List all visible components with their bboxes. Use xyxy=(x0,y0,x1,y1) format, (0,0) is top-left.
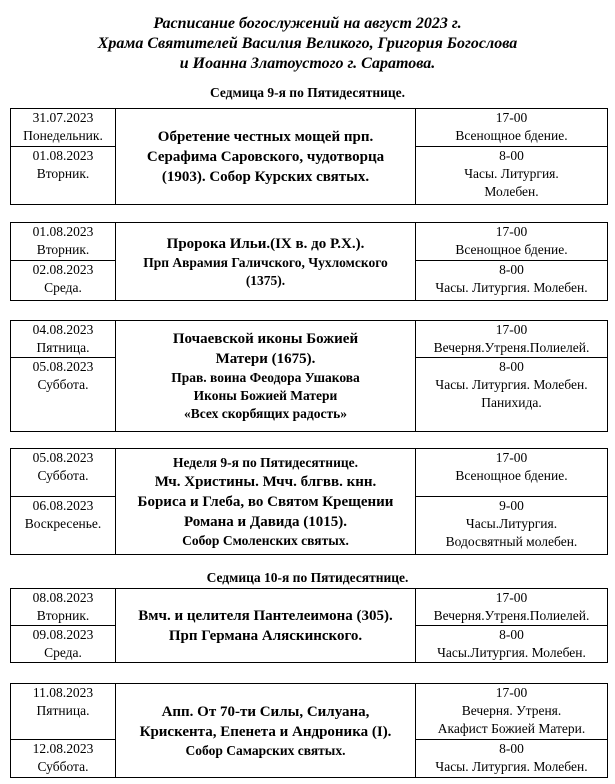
weekday: Пятница. xyxy=(36,703,90,718)
weekday: Суббота. xyxy=(37,377,89,392)
feast-line: Романа и Давида (1015). xyxy=(183,513,348,530)
schedule-table-5 xyxy=(10,588,608,663)
feast-line: Собор Смоленских святых. xyxy=(182,532,349,548)
service-name: Акафист Божией Матери. xyxy=(437,721,586,736)
service-cell xyxy=(416,684,608,740)
feast-line: Обретение честных мощей прп. xyxy=(157,128,374,145)
service-time: 8-00 xyxy=(499,262,524,277)
feast-line: Собор Самарских святых. xyxy=(185,742,346,758)
date: 31.07.2023 xyxy=(32,110,94,125)
service-time: 17-00 xyxy=(495,110,528,125)
feast-line: Апп. От 70-ти Силы, Силуана, xyxy=(161,703,370,720)
service-cell xyxy=(416,358,608,432)
date: 12.08.2023 xyxy=(32,741,94,756)
date: 02.08.2023 xyxy=(32,262,94,277)
date: 01.08.2023 xyxy=(32,224,94,239)
service-name: Часы.Литургия. Молебен. xyxy=(437,645,586,660)
service-cell xyxy=(416,223,608,261)
weekday: Вторник. xyxy=(36,242,90,257)
feast-line: Прп Аврамия Галичского, Чухломского xyxy=(143,254,388,270)
date: 04.08.2023 xyxy=(32,322,94,337)
service-time: 8-00 xyxy=(499,627,524,642)
date-cell xyxy=(11,147,116,205)
feast-cell xyxy=(116,684,416,778)
date: 06.08.2023 xyxy=(32,498,94,513)
weekday: Вторник. xyxy=(36,608,90,623)
feast-line: Прп Германа Аляскинского. xyxy=(168,627,363,644)
weekday: Понедельник. xyxy=(23,128,103,143)
service-time: 17-00 xyxy=(495,450,528,465)
feast-cell xyxy=(116,321,416,432)
schedule-table-6 xyxy=(10,683,608,778)
feast-cell xyxy=(116,223,416,301)
schedule-table-2 xyxy=(10,222,608,301)
page-title xyxy=(0,14,615,74)
date-cell xyxy=(11,449,116,497)
feast-line: Матери (1675). xyxy=(215,351,316,367)
service-name: Водосвятный молебен. xyxy=(445,534,578,549)
service-name: Молебен. xyxy=(484,184,539,199)
service-cell xyxy=(416,449,608,497)
feast-line: «Всех скорбящих радость» xyxy=(184,406,347,421)
date-cell xyxy=(11,358,116,432)
feast-line: Почаевской иконы Божией xyxy=(172,331,359,347)
date-cell xyxy=(11,740,116,778)
feast-cell xyxy=(116,109,416,205)
title-line-3: и Иоанна Златоустого г. Саратова. xyxy=(179,55,436,72)
date-cell xyxy=(11,589,116,626)
schedule-table-4 xyxy=(10,448,608,555)
service-name: Всенощное бдение. xyxy=(455,468,568,483)
feast-line: Бориса и Глеба, во Святом Крещении xyxy=(137,493,394,510)
feast-line: Пророка Ильи.(IX в. до Р.Х.). xyxy=(166,235,365,252)
service-cell xyxy=(416,147,608,205)
service-name: Часы. Литургия. Молебен. xyxy=(435,280,588,295)
week-9-heading: Седмица 9-я по Пятидесятнице. xyxy=(209,85,406,100)
date: 05.08.2023 xyxy=(32,359,94,374)
service-name: Часы. Литургия. xyxy=(464,166,559,181)
feast-cell xyxy=(116,589,416,663)
date: 11.08.2023 xyxy=(32,685,94,700)
date-cell xyxy=(11,497,116,555)
service-name: Панихида. xyxy=(481,395,542,410)
weekday: Среда. xyxy=(44,280,82,295)
service-name: Часы. Литургия. Молебен. xyxy=(435,377,588,392)
week-10-heading: Седмица 10-я по Пятидесятнице. xyxy=(206,570,409,585)
service-time: 9-00 xyxy=(499,498,524,513)
date-cell xyxy=(11,684,116,740)
feast-line: Вмч. и целителя Пантелеимона (305). xyxy=(138,607,393,624)
feast-line: (1375). xyxy=(245,272,286,288)
service-name: Вечерня. Утреня. xyxy=(461,703,562,718)
weekday: Воскресенье. xyxy=(24,516,102,531)
service-cell xyxy=(416,626,608,663)
date: 09.08.2023 xyxy=(32,627,94,642)
service-cell xyxy=(416,321,608,358)
service-cell xyxy=(416,589,608,626)
service-time: 8-00 xyxy=(499,359,524,374)
feast-cell xyxy=(116,449,416,555)
feast-line: Прав. воина Феодора Ушакова xyxy=(171,370,360,385)
date-cell xyxy=(11,109,116,147)
date: 08.08.2023 xyxy=(32,590,94,605)
date-cell xyxy=(11,626,116,663)
weekday: Суббота. xyxy=(37,759,89,774)
feast-line: Иконы Божией Матери xyxy=(193,388,338,403)
service-name: Вечерня.Утреня.Полиелей. xyxy=(433,608,590,623)
date-cell xyxy=(11,321,116,358)
schedule-table-1 xyxy=(10,108,608,205)
feast-line: Мч. Христины. Мчч. блгвв. кнн. xyxy=(154,473,377,490)
service-time: 8-00 xyxy=(499,741,524,756)
service-time: 8-00 xyxy=(499,148,524,163)
date: 01.08.2023 xyxy=(32,148,94,163)
service-name: Всенощное бдение. xyxy=(455,128,568,143)
service-name: Часы.Литургия. xyxy=(465,516,558,531)
service-cell xyxy=(416,109,608,147)
service-cell xyxy=(416,261,608,301)
weekday: Суббота. xyxy=(37,468,89,483)
service-name: Всенощное бдение. xyxy=(455,242,568,257)
weekday: Среда. xyxy=(44,645,82,660)
service-name: Вечерня.Утреня.Полиелей. xyxy=(433,340,590,355)
service-time: 17-00 xyxy=(495,322,528,337)
date-cell xyxy=(11,223,116,261)
weekday: Пятница. xyxy=(36,340,90,355)
service-name: Часы. Литургия. Молебен. xyxy=(435,759,588,774)
service-cell xyxy=(416,740,608,778)
feast-line: (1903). Собор Курских святых. xyxy=(161,168,370,185)
date-cell xyxy=(11,261,116,301)
service-time: 17-00 xyxy=(495,224,528,239)
feast-line: Крискента, Епенета и Андроника (I). xyxy=(139,723,392,740)
date: 05.08.2023 xyxy=(32,450,94,465)
service-time: 17-00 xyxy=(495,685,528,700)
weekday: Вторник. xyxy=(36,166,90,181)
title-line-2: Храма Святителей Василия Великого, Григория Богослова xyxy=(97,35,518,52)
service-cell xyxy=(416,497,608,555)
feast-line: Неделя 9-я по Пятидесятнице. xyxy=(172,454,359,470)
title-line-1: Расписание богослужений на август 2023 г. xyxy=(153,15,462,32)
schedule-table-3 xyxy=(10,320,608,432)
feast-line: Серафима Саровского, чудотворца xyxy=(146,148,385,165)
service-time: 17-00 xyxy=(495,590,528,605)
